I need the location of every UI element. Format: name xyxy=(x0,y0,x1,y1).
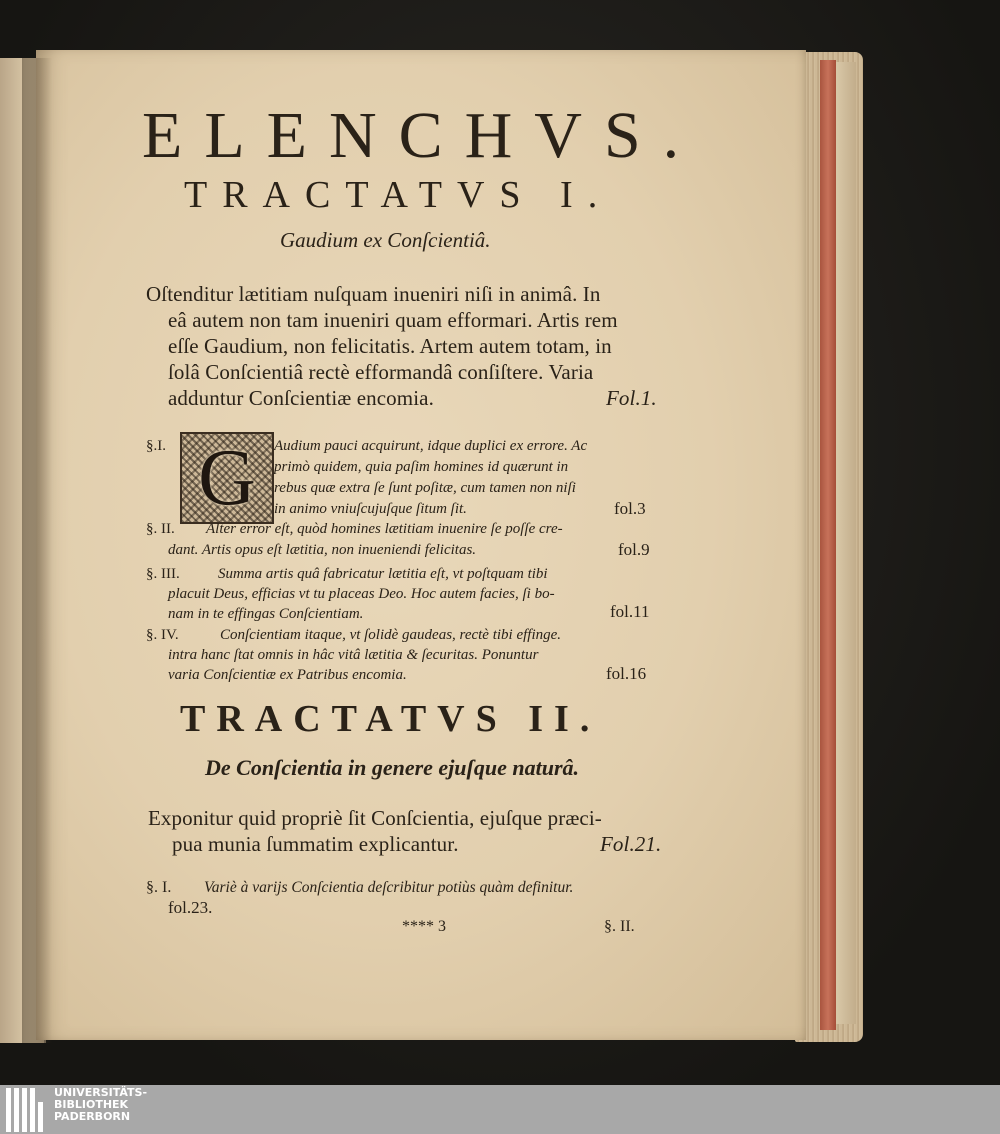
section-line: primò quidem, quia paſim homines id quærunt in xyxy=(274,459,569,475)
page-gutter xyxy=(22,58,52,1043)
summary-line: ſolâ Conſcientiâ rectè efformandâ conſiſtere. Varia xyxy=(168,360,594,384)
section-line: Audium pauci acquirunt, idque duplici ex errore. Ac xyxy=(274,438,588,454)
tractatus-2-subtitle: De Conſcientia in genere ejuſque naturâ. xyxy=(205,755,580,780)
section-mark: §. III. xyxy=(146,566,180,582)
summary-folio: Fol.1. xyxy=(606,386,657,410)
library-logo-icon xyxy=(6,1088,46,1132)
cover-edge xyxy=(836,62,856,1024)
red-page-edge xyxy=(820,60,836,1030)
section-folio: fol.3 xyxy=(614,499,646,518)
signature-mark: **** 3 xyxy=(402,918,446,935)
section-mark: §. II. xyxy=(146,521,175,537)
section-mark: §. IV. xyxy=(146,627,179,643)
section-folio: fol.23. xyxy=(168,898,213,917)
section-mark: §. I. xyxy=(146,879,172,896)
logo-line: BIBLIOTHEK xyxy=(54,1098,129,1111)
section-line: dant. Artis opus eſt lætitia, non inueniendi felicitas. xyxy=(168,542,477,558)
section-folio: fol.11 xyxy=(610,602,650,621)
summary-folio: Fol.21. xyxy=(600,832,662,856)
summary-line: pua munia ſummatim explicantur. xyxy=(172,832,459,856)
tractatus-1-subtitle: Gaudium ex Conſcientiâ. xyxy=(280,228,491,252)
footer-bar xyxy=(0,1085,1000,1134)
section-line: Summa artis quâ fabricatur lætitia eſt, vt poſtquam tibi xyxy=(218,566,548,582)
tractatus-1-heading: TRACTATVS I. xyxy=(184,174,613,216)
section-line: in animo vniuſcujuſque ſitum ſit. xyxy=(274,501,467,517)
page-title: ELENCHVS. xyxy=(142,99,702,172)
section-line: Alter error eſt, quòd homines lætitiam inuenire ſe poſſe cre- xyxy=(206,521,563,537)
summary-line: Exponitur quid propriè ſit Conſcientia, ejuſque præci- xyxy=(148,806,602,830)
section-mark: §.I. xyxy=(146,438,166,454)
catchword: §. II. xyxy=(604,918,635,935)
section-line: placuit Deus, efficias vt tu placeas Deo. Hoc autem facies, ſi bo- xyxy=(168,586,555,602)
summary-line: eſſe Gaudium, non felicitatis. Artem autem totam, in xyxy=(168,334,612,358)
summary-line: eâ autem non tam inueniri quam efformari. Artis rem xyxy=(168,308,618,332)
section-line: intra hanc ſtat omnis in hâc vitâ lætitia & ſecuritas. Ponuntur xyxy=(168,647,539,663)
section-line: Variè à varijs Conſcientia deſcribitur potiùs quàm definitur. xyxy=(204,879,574,896)
initial-letter: G xyxy=(198,433,256,522)
decorated-initial xyxy=(180,432,274,524)
summary-line: Oſtenditur lætitiam nuſquam inueniri niſi in animâ. In xyxy=(146,282,601,306)
tractatus-2-heading: TRACTATVS II. xyxy=(180,698,601,740)
section-line: varia Conſcientiæ ex Patribus encomia. xyxy=(168,667,407,683)
section-folio: fol.16 xyxy=(606,664,647,683)
section-line: rebus quæ extra ſe ſunt poſitæ, cum tamen non niſi xyxy=(274,480,576,496)
section-line: Conſcientiam itaque, vt ſolidè gaudeas, rectè tibi effinge. xyxy=(220,627,562,643)
section-line: nam in te effingas Conſcientiam. xyxy=(168,606,364,622)
summary-line: adduntur Conſcientiæ encomia. xyxy=(168,386,434,410)
logo-line: UNIVERSITÄTS- xyxy=(54,1086,148,1099)
logo-line: PADERBORN xyxy=(54,1110,131,1123)
section-folio: fol.9 xyxy=(618,540,650,559)
library-logo-text xyxy=(54,1087,147,1123)
